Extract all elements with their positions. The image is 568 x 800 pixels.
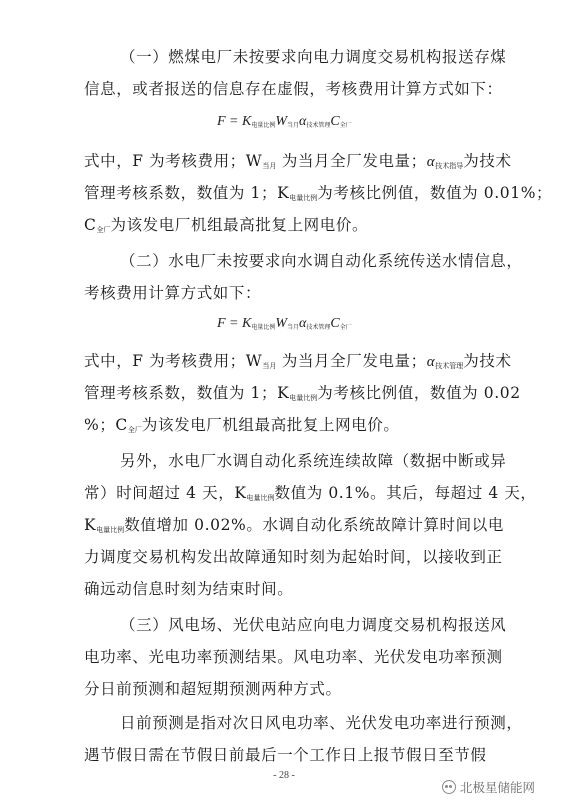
paragraph-line: 力调度交易机构发出故障通知时刻为起始时间，以接收到正 (84, 548, 503, 566)
paragraph-line: $K_{电量比例}$数值增加 0.02%。水调自动化系统故障计算时间以电 (84, 516, 504, 534)
paragraph-line: 确远动信息时刻为结束时间。 (84, 580, 294, 598)
wechat-icon (442, 780, 456, 794)
page-number: - 28 - (273, 770, 295, 781)
paragraph-line: 信息，或者报送的信息存在虚假，考核费用计算方式如下： (84, 80, 503, 98)
paragraph-line: $C_{全厂}$为该发电厂机组最高批复上网电价。 (84, 216, 369, 234)
watermark (442, 778, 535, 796)
paragraph-line: 另外，水电厂水调自动化系统连续故障（数据中断或异 (120, 452, 507, 470)
paragraph-line: 常）时间超过 4 天，$K_{电量比例}$数值为 0.1%。其后，每超过 4 天， (84, 484, 537, 502)
paragraph-line: 管理考核系数，数值为 1；$K_{电量比例}$为考核比例值，数值为 0.02 (84, 384, 521, 402)
paragraph-line: 日前预测是指对次日风电功率、光伏发电功率进行预测， (120, 714, 523, 732)
formula-2: $F = K_{电量比例}W_{当月}\alpha_{技术管理}C_{全厂}$ (217, 316, 352, 331)
paragraph-line: 管理考核系数，数值为 1；$K_{电量比例}$为考核比例值，数值为 0.01%； (84, 184, 553, 202)
paragraph-line: （一）燃煤电厂未按要求向电力调度交易机构报送存煤 (120, 48, 507, 66)
paragraph-line: 电功率、光电功率预测结果。风电功率、光伏发电功率预测 (84, 648, 503, 666)
paragraph-line: 遇节假日需在节假日前最后一个工作日上报节假日至节假 (84, 746, 487, 764)
paragraph-line: （二）水电厂未按要求向水调自动化系统传送水情信息， (120, 252, 523, 270)
paragraph-line: 考核费用计算方式如下： (84, 284, 262, 302)
paragraph-line: 式中，F 为考核费用；$W_{当月}$ 为当月全厂发电量；$\alpha_{技术指导}$为技术 (84, 152, 512, 170)
watermark-text: 北极星储能网 (460, 780, 536, 795)
paragraph-line: %；$C_{全厂}$为该发电厂机组最高批复上网电价。 (84, 416, 400, 434)
paragraph-line: （三）风电场、光伏电站应向电力调度交易机构报送风 (120, 616, 507, 634)
formula-1: $F = K_{电量比例}W_{当月}\alpha_{技术管理}C_{全厂}$ (217, 114, 352, 129)
paragraph-line: 分日前预测和超短期预测两种方式。 (84, 680, 342, 698)
paragraph-line: 式中，F 为考核费用；$W_{当月}$ 为当月全厂发电量；$\alpha_{技术管理}$为技术 (84, 352, 512, 370)
